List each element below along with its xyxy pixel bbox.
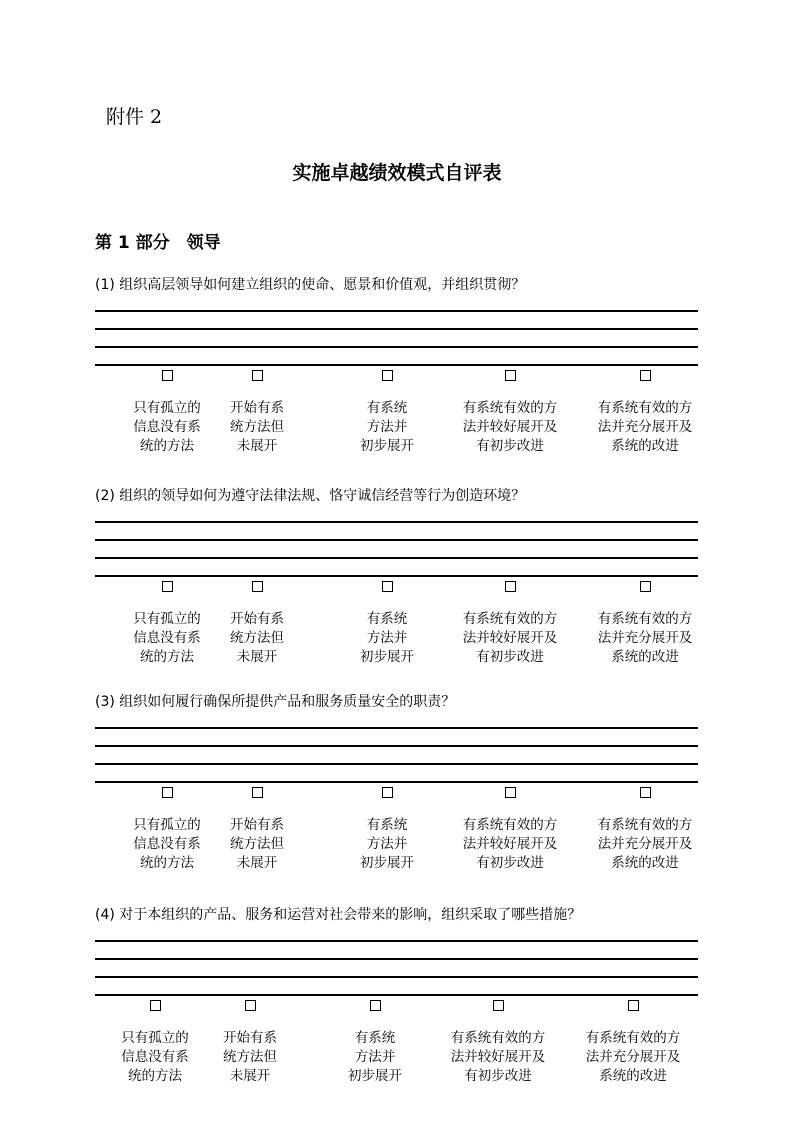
question-text: (3) 组织如何履行确保所提供产品和服务质量安全的职责？ xyxy=(95,694,456,710)
rating-option[interactable]: 有系统有效的方 法并充分展开及 系统的改进 xyxy=(585,581,705,667)
checkbox-icon[interactable] xyxy=(252,581,263,592)
rating-option[interactable]: 只有孤立的 信息没有系 统的方法 xyxy=(95,1000,215,1086)
checkbox-icon[interactable] xyxy=(252,787,263,798)
answer-lines[interactable] xyxy=(95,515,698,573)
checkbox-icon[interactable] xyxy=(382,370,393,381)
checkbox-icon[interactable] xyxy=(505,370,516,381)
checkbox-icon[interactable] xyxy=(150,1000,161,1011)
question-text: (4) 对于本组织的产品、服务和运营对社会带来的影响，组织采取了哪些措施？ xyxy=(95,907,582,923)
rating-option[interactable]: 有系统 方法并 初步展开 xyxy=(327,787,447,873)
rating-option[interactable]: 开始有系 统方法但 未展开 xyxy=(197,787,317,873)
checkbox-icon[interactable] xyxy=(493,1000,504,1011)
checkbox-icon[interactable] xyxy=(162,787,173,798)
rating-option[interactable]: 有系统有效的方 法并充分展开及 系统的改进 xyxy=(573,1000,693,1086)
checkbox-icon[interactable] xyxy=(505,787,516,798)
checkbox-icon[interactable] xyxy=(370,1000,381,1011)
checkbox-icon[interactable] xyxy=(245,1000,256,1011)
checkbox-icon[interactable] xyxy=(640,370,651,381)
checkbox-icon[interactable] xyxy=(640,787,651,798)
checkbox-icon[interactable] xyxy=(628,1000,639,1011)
rating-option[interactable]: 有系统 方法并 初步展开 xyxy=(327,370,447,456)
page-title: 实施卓越绩效模式自评表 xyxy=(292,162,502,184)
attachment-label: 附件 2 xyxy=(106,106,163,128)
answer-lines[interactable] xyxy=(95,934,698,992)
checkbox-icon[interactable] xyxy=(640,581,651,592)
question-text: (2) 组织的领导如何为遵守法律法规、恪守诚信经营等行为创造环境？ xyxy=(95,488,526,504)
rating-option[interactable]: 有系统 方法并 初步展开 xyxy=(327,581,447,667)
answer-lines[interactable] xyxy=(95,304,698,362)
question-block xyxy=(95,485,715,665)
section-heading: 第 1 部分 领导 xyxy=(95,233,221,253)
rating-option[interactable]: 开始有系 统方法但 未展开 xyxy=(197,581,317,667)
answer-lines[interactable] xyxy=(95,721,698,779)
rating-option[interactable]: 有系统有效的方 法并较好展开及 有初步改进 xyxy=(450,787,570,873)
rating-option[interactable]: 开始有系 统方法但 未展开 xyxy=(197,370,317,456)
rating-option[interactable]: 有系统有效的方 法并较好展开及 有初步改进 xyxy=(438,1000,558,1086)
rating-option[interactable]: 开始有系 统方法但 未展开 xyxy=(190,1000,310,1086)
rating-option[interactable]: 有系统有效的方 法并较好展开及 有初步改进 xyxy=(450,581,570,667)
question-block xyxy=(95,904,715,1084)
rating-option[interactable]: 只有孤立的 信息没有系 统的方法 xyxy=(107,581,227,667)
checkbox-icon[interactable] xyxy=(382,787,393,798)
question-block xyxy=(95,274,715,454)
rating-option[interactable]: 有系统有效的方 法并充分展开及 系统的改进 xyxy=(585,370,705,456)
checkbox-icon[interactable] xyxy=(382,581,393,592)
checkbox-icon[interactable] xyxy=(162,581,173,592)
rating-option[interactable]: 有系统有效的方 法并较好展开及 有初步改进 xyxy=(450,370,570,456)
question-block xyxy=(95,691,715,871)
checkbox-icon[interactable] xyxy=(162,370,173,381)
checkbox-icon[interactable] xyxy=(505,581,516,592)
rating-option[interactable]: 只有孤立的 信息没有系 统的方法 xyxy=(107,370,227,456)
rating-option[interactable]: 有系统 方法并 初步展开 xyxy=(315,1000,435,1086)
question-text: (1) 组织高层领导如何建立组织的使命、愿景和价值观，并组织贯彻？ xyxy=(95,277,526,293)
rating-option[interactable]: 有系统有效的方 法并充分展开及 系统的改进 xyxy=(585,787,705,873)
rating-option[interactable]: 只有孤立的 信息没有系 统的方法 xyxy=(107,787,227,873)
checkbox-icon[interactable] xyxy=(252,370,263,381)
